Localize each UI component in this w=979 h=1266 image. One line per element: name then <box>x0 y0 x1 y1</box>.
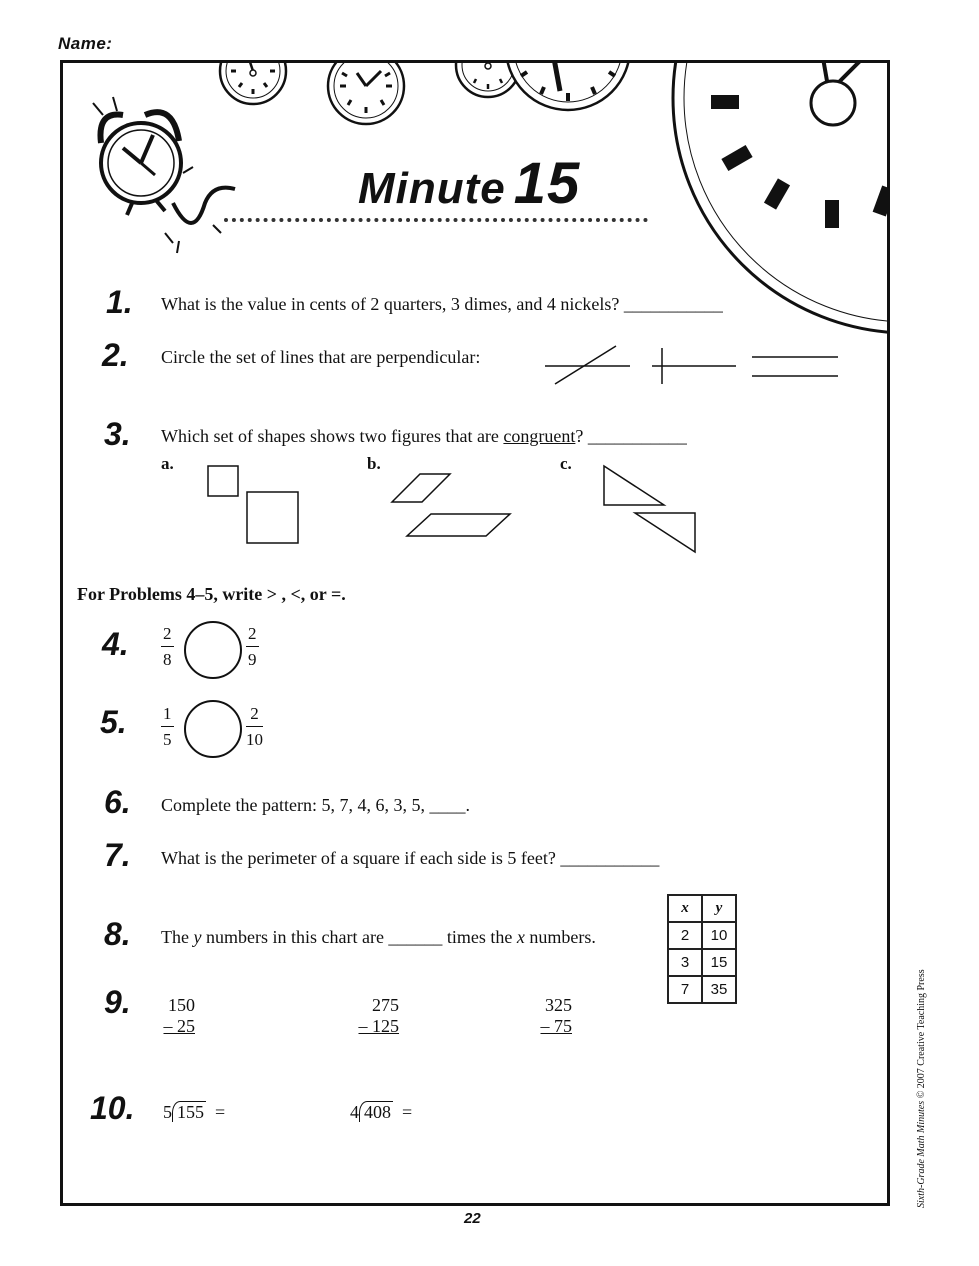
question-number: 5. <box>100 704 127 740</box>
fraction-left: $\frac{2}{8}$ <box>163 624 172 669</box>
question-text: Circle the set of lines that are perpendicular: <box>161 347 481 367</box>
subtraction-problem: 150 – 25 <box>163 995 195 1036</box>
xy-table <box>667 894 737 1004</box>
table-row: 3 15 <box>668 949 736 976</box>
table-header: x <box>668 895 702 922</box>
question-number: 8. <box>104 916 131 952</box>
question-number: 7. <box>104 837 131 873</box>
title-number: 15 <box>513 151 581 216</box>
table-row: 7 35 <box>668 976 736 1003</box>
table-header: y <box>702 895 736 922</box>
question-number: 1. <box>106 284 133 320</box>
fraction-left: $\frac{1}{5}$ <box>163 704 172 749</box>
page-title <box>358 150 580 217</box>
underlined-term: congruent <box>503 426 576 446</box>
fraction-right: $\frac{2}{9}$ <box>248 624 257 669</box>
question-text: What is the value in cents of 2 quarters, 3 dimes, and 4 nickels? ___________ <box>161 294 723 314</box>
question-text: The y numbers in this chart are ______ times the x numbers. <box>161 927 596 947</box>
question-text: Complete the pattern: 5, 7, 4, 6, 3, 5, ____. <box>161 795 470 815</box>
answer-circle[interactable] <box>184 700 242 758</box>
title-divider <box>224 218 648 222</box>
question-text: What is the perimeter of a square if each side is 5 feet? ___________ <box>161 848 660 868</box>
table-row: 2 10 <box>668 922 736 949</box>
section-instruction: For Problems 4–5, write > , <, or =. <box>77 584 346 604</box>
option-label: c. <box>560 454 572 473</box>
page-number: 22 <box>464 1210 481 1227</box>
question-text: Which set of shapes shows two figures that are congruent? ___________ <box>161 426 687 446</box>
question-number: 10. <box>90 1090 135 1126</box>
question-number: 6. <box>104 784 131 820</box>
copyright-credit: Sixth-Grade Math Minutes © 2007 Creative Teaching Press <box>916 969 927 1208</box>
shape-options-icon <box>200 460 710 560</box>
division-problem: 5 155 = <box>163 1102 226 1122</box>
answer-circle[interactable] <box>184 621 242 679</box>
question-number: 3. <box>104 416 131 452</box>
line-options-icon <box>540 340 845 390</box>
division-problem: 4 408 = <box>350 1102 413 1122</box>
name-label: Name: <box>58 34 113 53</box>
option-label: b. <box>367 454 381 473</box>
subtraction-problem: 275 – 125 <box>358 995 399 1036</box>
question-number: 9. <box>104 984 131 1020</box>
title-word: Minute <box>358 164 506 213</box>
option-label: a. <box>161 454 174 473</box>
subtraction-problem: 325 – 75 <box>540 995 572 1036</box>
fraction-right: $\frac{2}{10}$ <box>246 704 263 749</box>
question-number: 2. <box>102 337 129 373</box>
question-number: 4. <box>102 626 129 662</box>
